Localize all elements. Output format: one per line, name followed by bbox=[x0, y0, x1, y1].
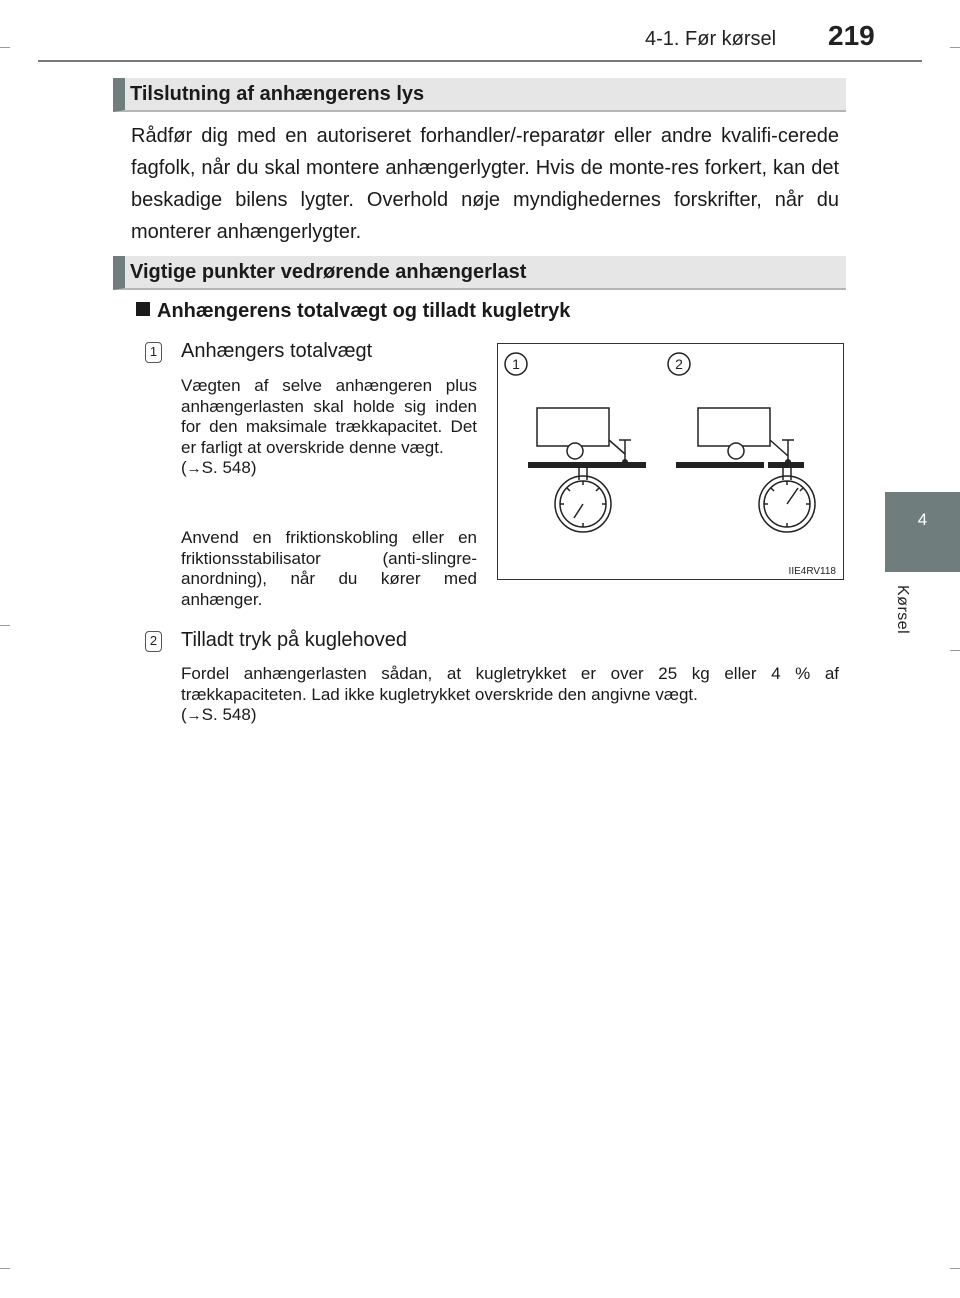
item-paragraph-friction: Anvend en friktionskobling eller en friktionsstabilisator (anti-slingre-anordning), når du kører med anhænger. bbox=[181, 528, 477, 609]
item-paragraph: Vægten af selve anhængeren plus anhængerlasten skal holde sig inden for den maksimale trækkapacitet. Det er farligt at overskride denne vægt. bbox=[181, 376, 477, 457]
hitch-ball-1 bbox=[622, 459, 628, 465]
scale-platform-1 bbox=[528, 462, 646, 468]
section-heading-trailer-lights: Tilslutning af anhængerens lys bbox=[113, 78, 846, 112]
figure-label-1: 1 bbox=[512, 356, 520, 372]
square-bullet-icon bbox=[136, 302, 150, 316]
crop-mark bbox=[0, 47, 10, 48]
crop-mark bbox=[0, 1268, 10, 1269]
chapter-label: Kørsel bbox=[894, 585, 911, 635]
crop-mark bbox=[950, 1268, 960, 1269]
drawbar-2 bbox=[770, 440, 788, 456]
trailer-body-1 bbox=[537, 408, 609, 446]
trailer-wheel-1 bbox=[567, 443, 583, 459]
section-heading-trailer-load: Vigtige punkter vedrørende anhængerlast bbox=[113, 256, 846, 290]
trailer-weight-figure bbox=[497, 343, 844, 580]
dial-needle-1 bbox=[574, 504, 583, 518]
page-number: 219 bbox=[828, 20, 875, 51]
drawbar-1 bbox=[609, 440, 625, 454]
subheading-text: Anhængerens totalvægt og tilladt kugletryk bbox=[157, 300, 571, 322]
crop-mark bbox=[950, 650, 960, 651]
header-section-title: 4-1. Før kørsel bbox=[645, 28, 777, 50]
trailer-body-2 bbox=[698, 408, 770, 446]
hitch-ball-2 bbox=[785, 459, 791, 465]
item-text-ball-pressure: Fordel anhængerlasten sådan, at kugletrykket er over 25 kg eller 4 % af trækkapaciteten. Lad ikke kugletrykket overskride den angivne vægt. (→S. 548) bbox=[181, 664, 839, 725]
page-reference[interactable]: S. 548) bbox=[201, 705, 257, 725]
chapter-number: 4 bbox=[917, 510, 928, 529]
item-text-total-weight: Vægten af selve anhængeren plus anhængerlasten skal holde sig inden for den maksimale trækkapacitet. Det er farligt at overskride denne vægt. (→S. 548) bbox=[181, 376, 477, 478]
item-number-badge: 1 bbox=[145, 342, 162, 363]
figure-label-2: 2 bbox=[675, 356, 683, 372]
page-reference[interactable]: S. 548) bbox=[201, 458, 257, 478]
item-number-badge: 2 bbox=[145, 631, 162, 652]
item-paragraph: Fordel anhængerlasten sådan, at kugletrykket er over 25 kg eller 4 % af trækkapaciteten. Lad ikke kugletrykket overskride den angivne vægt. bbox=[181, 664, 839, 704]
crop-mark bbox=[0, 625, 10, 626]
scale-platform-2 bbox=[676, 462, 764, 468]
item-title-ball-pressure: Tilladt tryk på kuglehoved bbox=[181, 629, 408, 651]
header-rule bbox=[38, 60, 922, 62]
crop-mark bbox=[950, 47, 960, 48]
subheading bbox=[136, 300, 570, 323]
dial-needle-2 bbox=[787, 488, 798, 504]
figure-code: IIE4RV118 bbox=[788, 566, 836, 577]
section-body-trailer-lights: Rådfør dig med en autoriseret forhandler/-reparatør eller andre kvalifi-cerede fagfolk, når du skal montere anhængerlygter. Hvis de monte-res forkert, kan det beskadige bilens lygter. Overhold nøje myndighedernes forskrifter, når du monterer anhængerlygter. bbox=[131, 125, 839, 243]
reference-arrow-icon: → bbox=[186, 460, 202, 478]
chapter-tab[interactable] bbox=[885, 492, 960, 572]
item-title-total-weight: Anhængers totalvægt bbox=[181, 340, 373, 362]
trailer-scale-illustration bbox=[498, 344, 845, 581]
reference-arrow-icon: → bbox=[186, 707, 202, 725]
trailer-wheel-2 bbox=[728, 443, 744, 459]
